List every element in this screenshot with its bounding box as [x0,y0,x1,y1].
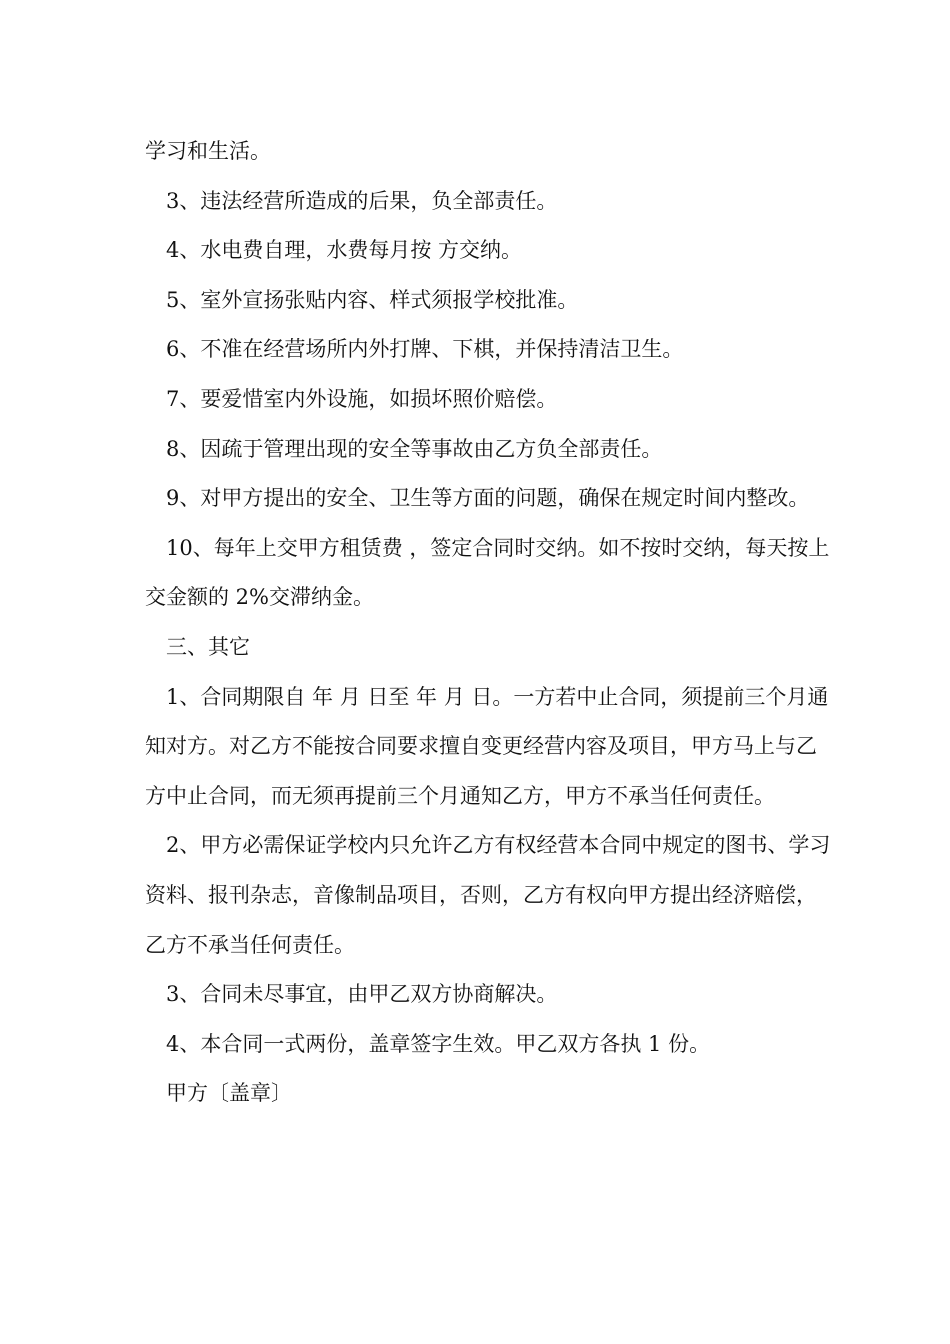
paragraph: 7、要爱惜室内外设施，如损坏照价赔偿。 [166,386,558,411]
paragraph: 4、本合同一式两份，盖章签字生效。甲乙双方各执 1 份。 [166,1031,711,1056]
paragraph: 1、合同期限自 年 月 日至 年 月 日。一方若中止合同，须提前三个月通知对方。对乙方不能按合同要求擅自变更经营内容及项目，甲方马上与乙方中止合同，而无须再提前三个月通知乙方，甲方不承当任何责任。 [145,684,829,808]
paragraph: 5、室外宣扬张贴内容、样式须报学校批准。 [166,287,579,312]
paragraph: 6、不准在经营场所内外打牌、下棋，并保持清洁卫生。 [166,337,684,362]
paragraph: 8、因疏于管理出现的安全等事故由乙方负全部责任。 [166,436,663,461]
paragraph: 3、违法经营所造成的后果，负全部责任。 [166,188,558,213]
section-heading: 三、其它 [166,634,250,659]
paragraph: 10、每年上交甲方租赁费 ，签定合同时交纳。如不按时交纳，每天按上交金额的 2%交滞纳金。 [145,535,830,610]
signature-line: 甲方〔盖章〕 [166,1081,292,1106]
paragraph: 学习和生活。 [145,139,271,163]
document-body [145,127,835,1119]
paragraph: 9、对甲方提出的安全、卫生等方面的问题，确保在规定时间内整改。 [166,486,810,511]
paragraph: 4、水电费自理，水费每月按 方交纳。 [166,238,523,263]
paragraph: 2、甲方必需保证学校内只允许乙方有权经营本合同中规定的图书、学习资料、报刊杂志，音像制品项目，否则，乙方有权向甲方提出经济赔偿，乙方不承当任何责任。 [145,833,831,957]
paragraph: 3、合同未尽事宜，由甲乙双方协商解决。 [166,982,558,1007]
